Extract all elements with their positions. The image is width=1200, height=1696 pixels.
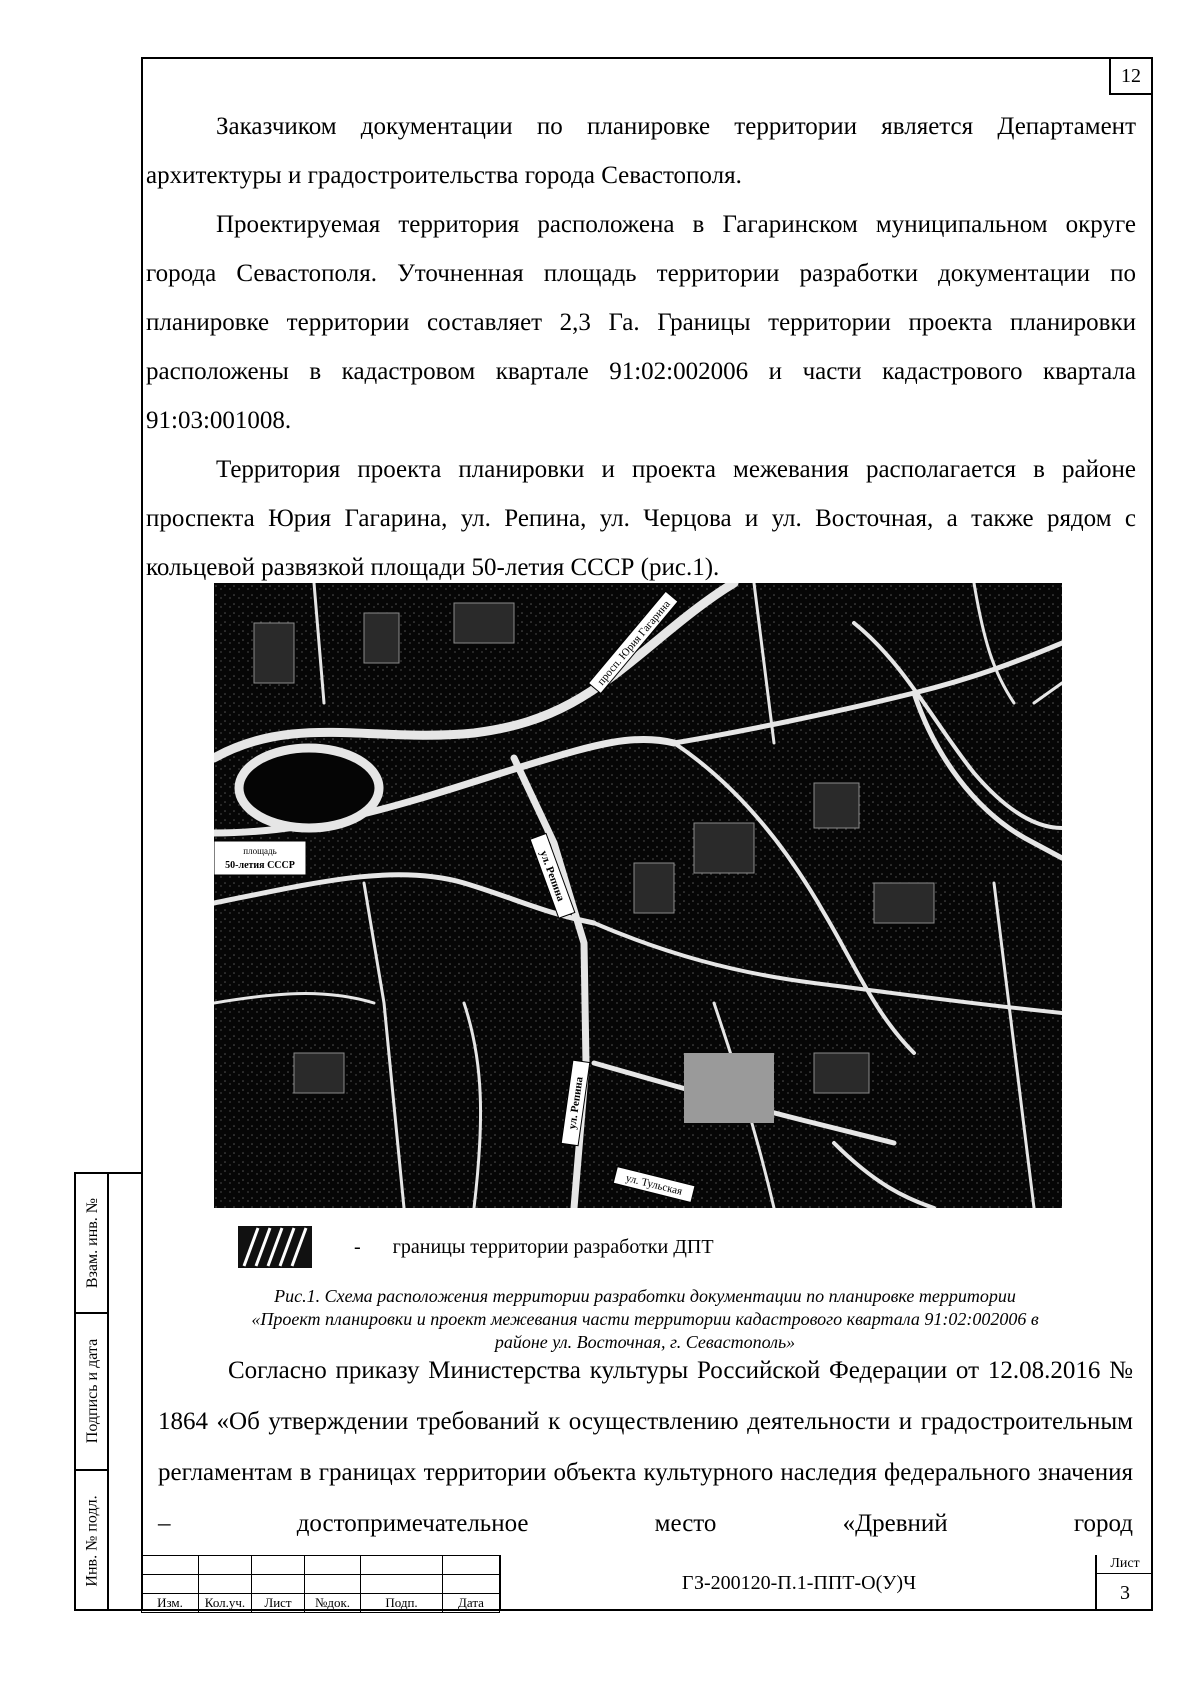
sheet-label: Лист xyxy=(1097,1555,1153,1574)
caption-line-1: Рис.1. Схема расположения территории разработки документации по планировке территории xyxy=(274,1286,1016,1306)
hatch-swatch-icon xyxy=(236,1222,316,1272)
title-block xyxy=(141,1555,1153,1611)
paragraph-customer: Заказчиком документации по планировке территории является Департамент архитектуры и градостроительства города Севастополя. xyxy=(146,113,1136,189)
legend-dash: - xyxy=(354,1235,361,1258)
text-block-top xyxy=(146,102,1136,592)
label-repina-1: ул. Репина xyxy=(537,849,567,903)
caption-line-2: «Проект планировки и проект межевания части территории кадастрового квартала 91:02:002006 в xyxy=(251,1309,1039,1329)
header-data: Дата xyxy=(443,1594,500,1613)
map-legend xyxy=(236,1222,714,1272)
header-izm: Изм. xyxy=(142,1594,199,1613)
side-label-inv: Инв. № подл. xyxy=(84,1495,102,1587)
figure-caption xyxy=(150,1285,1140,1354)
label-prospect: просп. Юрия Гагарина xyxy=(595,598,673,688)
sheet-box xyxy=(1095,1555,1153,1611)
map-drawing xyxy=(214,583,1062,1208)
bright-area xyxy=(684,1053,774,1123)
roundabout xyxy=(239,748,379,828)
revision-table xyxy=(141,1555,500,1613)
paragraph-territory: Проектируемая территория расположена в Гагаринском муниципальном округе города Севастополя. Уточненная площадь территории разработки документации по планировке территории составляет 2,3 Га. Границы территории проекта планировки расположены в кадастровом квартале 91:02:002006 и части кадастрового квартала 91:03:001008. xyxy=(146,211,1136,434)
side-label-vzam: Взам. инв. № xyxy=(84,1197,102,1289)
label-tulskaya: ул. Тульская xyxy=(624,1172,684,1198)
text-block-bottom xyxy=(158,1345,1133,1549)
side-label-podpis: Подпись и дата xyxy=(84,1338,101,1443)
sheet-number: 3 xyxy=(1120,1581,1130,1604)
label-square-1: площадь xyxy=(243,846,277,856)
header-podp: Подп. xyxy=(361,1594,443,1613)
legend-text: границы территории разработки ДПТ xyxy=(392,1235,714,1258)
label-square-2: 50-летия СССР xyxy=(225,860,295,871)
paragraph-order: Согласно приказу Министерства культуры Российской Федерации от 12.08.2016 № 1864 «Об утверждении требований к осуществлению деятельности и градостроительным регламентам в границах территории объекта культурного наследия федерального значения – достопримечательное место «Древний город xyxy=(158,1357,1133,1537)
caption-line-3: районе ул. Восточная, г. Севастополь» xyxy=(494,1332,796,1352)
page-number-top: 12 xyxy=(1109,57,1153,95)
label-repina-2: ул. Репина xyxy=(566,1075,586,1131)
header-ndok: №док. xyxy=(305,1594,361,1613)
header-list: Лист xyxy=(252,1594,305,1613)
side-stamp xyxy=(74,1172,141,1611)
header-koluch: Кол.уч. xyxy=(199,1594,252,1613)
location-map xyxy=(214,583,1062,1208)
paragraph-location: Территория проекта планировки и проекта межевания располагается в районе проспекта Юрия Гагарина, ул. Репина, ул. Черцова и ул. Восточная, а также рядом с кольцевой развязкой площади 50-летия СССР (рис.1). xyxy=(146,456,1136,581)
document-code: ГЗ-200120-П.1-ППТ-О(У)Ч xyxy=(499,1555,1097,1611)
